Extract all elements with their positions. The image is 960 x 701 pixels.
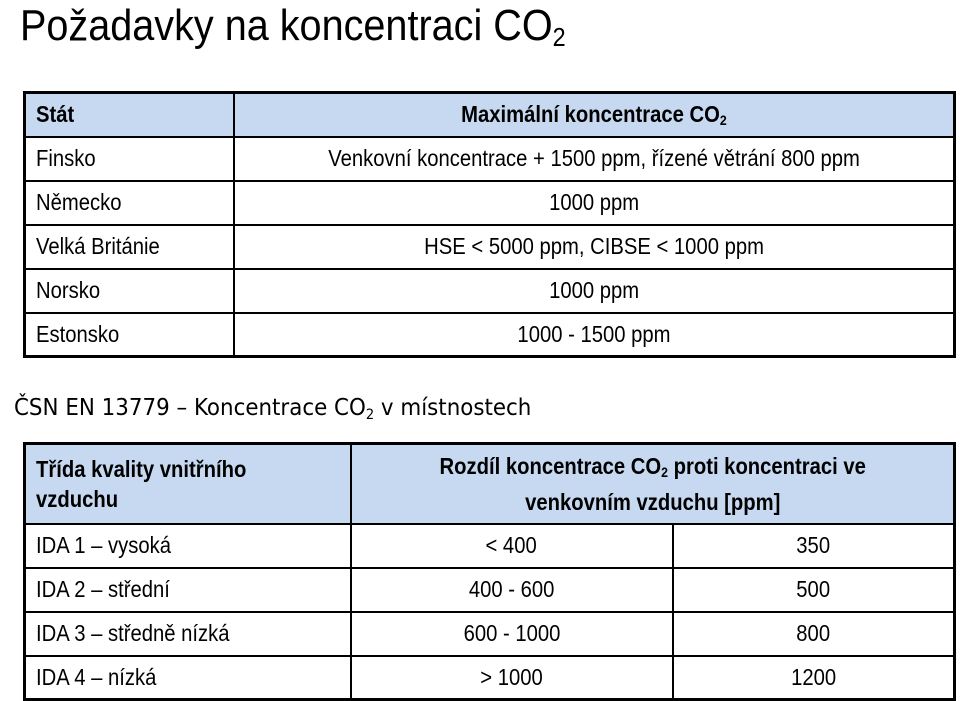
value-cell: 500 bbox=[673, 568, 955, 612]
country-cell: Německo bbox=[25, 181, 235, 225]
table-row bbox=[25, 524, 955, 568]
concentration-cell: 1000 ppm bbox=[234, 269, 955, 313]
table-row bbox=[25, 568, 955, 612]
country-cell: Norsko bbox=[25, 269, 235, 313]
class-cell: IDA 4 – nízká bbox=[25, 656, 351, 700]
country-cell: Estonsko bbox=[25, 313, 235, 357]
concentration-cell: 1000 ppm bbox=[234, 181, 955, 225]
page-title-subscript: 2 bbox=[552, 22, 566, 52]
page-title-main: Požadavky na koncentraci CO bbox=[20, 1, 553, 50]
page-title bbox=[20, 0, 566, 60]
table-header-row bbox=[25, 444, 955, 524]
table-row bbox=[25, 612, 955, 656]
section-subtitle: ČSN EN 13779 – Koncentrace $CO_2$ v místnostech bbox=[14, 395, 532, 423]
table-row bbox=[25, 656, 955, 700]
class-cell: IDA 3 – středně nízká bbox=[25, 612, 351, 656]
concentration-cell: HSE < 5000 ppm, CIBSE < 1000 ppm bbox=[234, 225, 955, 269]
concentration-cell: 1000 - 1500 ppm bbox=[234, 313, 955, 357]
country-co2-table bbox=[23, 91, 956, 358]
table-row bbox=[25, 269, 955, 313]
range-cell: 400 - 600 bbox=[351, 568, 673, 612]
value-cell: 1200 bbox=[673, 656, 955, 700]
range-cell: 600 - 1000 bbox=[351, 612, 673, 656]
country-cell: Finsko bbox=[25, 137, 235, 181]
class-cell: IDA 2 – střední bbox=[25, 568, 351, 612]
class-cell: IDA 1 – vysoká bbox=[25, 524, 351, 568]
table-row bbox=[25, 137, 955, 181]
ida-class-table bbox=[23, 442, 956, 701]
table-row bbox=[25, 181, 955, 225]
header-country: Stát bbox=[25, 93, 235, 137]
value-cell: 350 bbox=[673, 524, 955, 568]
concentration-cell: Venkovní koncentrace + 1500 ppm, řízené větrání 800 ppm bbox=[234, 137, 955, 181]
table-header-row bbox=[25, 93, 955, 137]
header-max-concentration: Maximální koncentrace $CO_2$ bbox=[234, 93, 955, 137]
country-cell: Velká Británie bbox=[25, 225, 235, 269]
table-row bbox=[25, 225, 955, 269]
header-class: Třída kvality vnitřního vzduchu bbox=[25, 444, 351, 524]
range-cell: < 400 bbox=[351, 524, 673, 568]
header-concentration-diff: Rozdíl koncentrace $CO_2$ proti koncentraci ve venkovním vzduchu [ppm] bbox=[351, 444, 955, 524]
value-cell: 800 bbox=[673, 612, 955, 656]
range-cell: > 1000 bbox=[351, 656, 673, 700]
table-row bbox=[25, 313, 955, 357]
